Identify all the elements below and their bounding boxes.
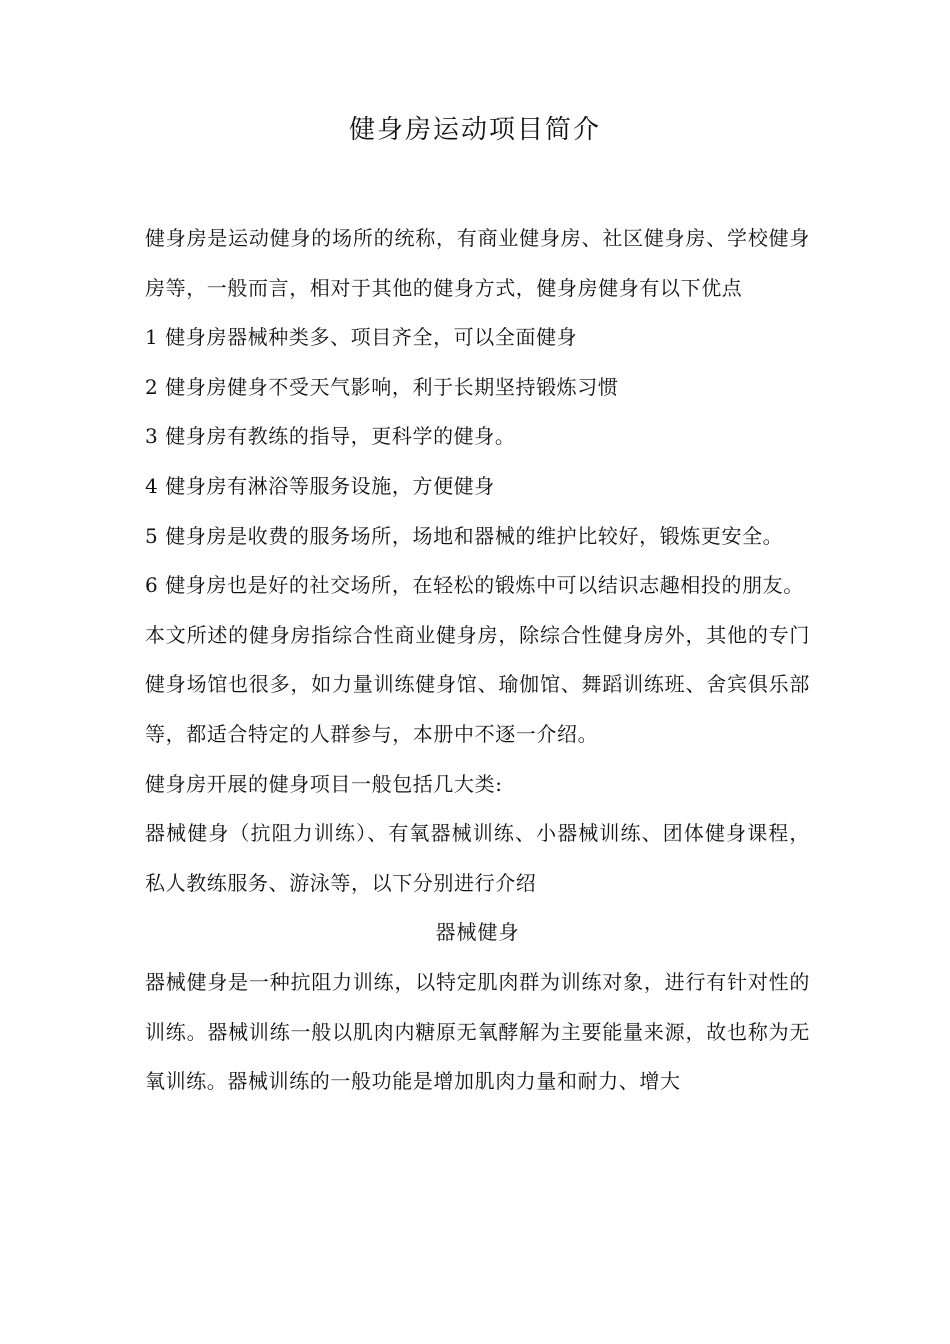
categories-list: 器械健身（抗阻力训练）、有氧器械训练、小器械训练、团体健身课程，私人教练服务、游泳等，以下分别进行介绍: [145, 821, 810, 895]
advantage-item-1: 1 健身房器械种类多、项目齐全，可以全面健身: [145, 325, 578, 350]
advantage-item-6: 6 健身房也是好的社交场所，在轻松的锻炼中可以结识志趣相投的朋友。: [145, 573, 804, 598]
advantage-item-5: 5 健身房是收费的服务场所，场地和器械的维护比较好，锻炼更安全。: [145, 523, 784, 548]
advantage-item-4: 4 健身房有淋浴等服务设施，方便健身: [145, 473, 495, 498]
advantage-item-2: 2 健身房健身不受天气影响，利于长期坚持锻炼习惯: [145, 374, 619, 399]
section-paragraph: 器械健身是一种抗阻力训练，以特定肌肉群为训练对象，进行有针对性的训练。器械训练一般以肌肉内糖原无氧酵解为主要能量来源，故也称为无氧训练。器械训练的一般功能是增加肌肉力量和耐力、增大: [145, 969, 810, 1094]
advantage-item-3: 3 健身房有教练的指导，更科学的健身。: [145, 424, 516, 449]
section-heading: 器械健身: [435, 920, 520, 945]
document-title: 健身房运动项目简介: [348, 115, 601, 145]
categories-intro: 健身房开展的健身项目一般包括几大类:: [145, 771, 503, 796]
scope-paragraph: 本文所述的健身房指综合性商业健身房，除综合性健身房外，其他的专门健身场馆也很多，如力量训练健身馆、瑜伽馆、舞蹈训练班、舍宾俱乐部等，都适合特定的人群参与，本册中不逐一介绍。: [145, 622, 810, 746]
document-body: [145, 214, 810, 1107]
intro-paragraph: 健身房是运动健身的场所的统称，有商业健身房、社区健身房、学校健身房等，一般而言，相对于其他的健身方式，健身房健身有以下优点: [145, 226, 810, 300]
